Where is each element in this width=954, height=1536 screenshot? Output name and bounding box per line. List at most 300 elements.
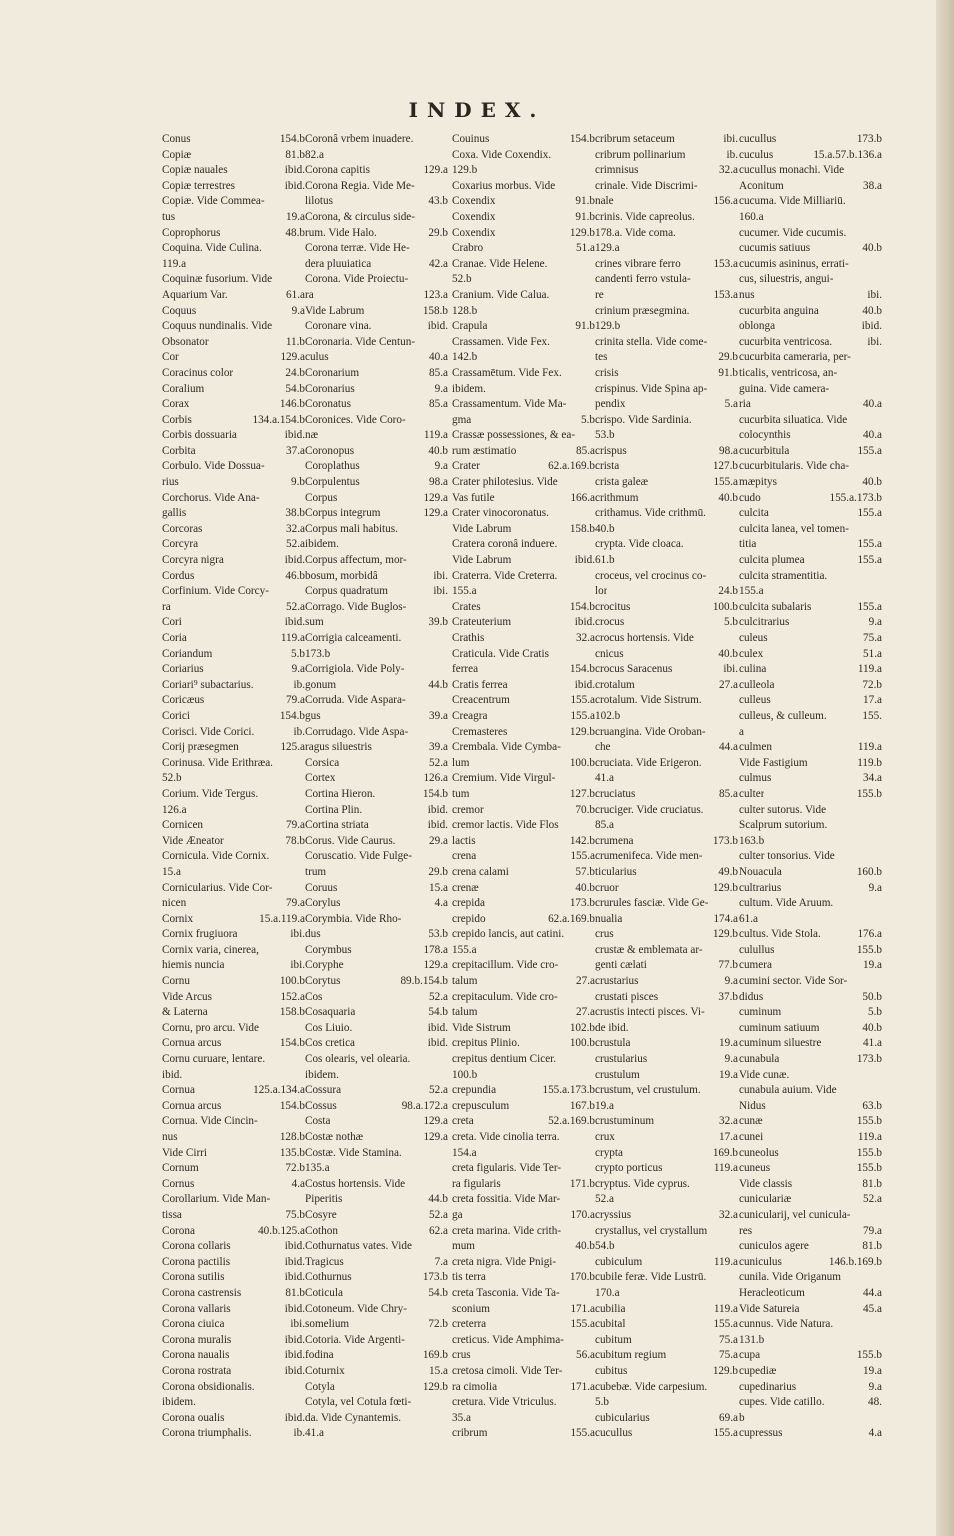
index-entry [162, 1177, 305, 1193]
index-term: Cornua. Vide Cincin- [162, 1115, 258, 1128]
index-reference [879, 163, 882, 179]
index-entry [452, 491, 595, 507]
index-reference [879, 912, 882, 928]
index-entry [739, 506, 882, 522]
index-reference [445, 553, 448, 569]
index-reference: ibi. [290, 959, 305, 972]
index-term: Cornum [162, 1162, 199, 1175]
index-reference [735, 1083, 738, 1099]
index-entry [162, 288, 305, 304]
index-entry [452, 459, 595, 475]
index-entry [162, 803, 305, 819]
index-reference [735, 1270, 738, 1286]
index-term: Cornix frugiuora [162, 928, 238, 941]
index-entry [452, 912, 595, 928]
index-term: crustarius [595, 975, 639, 988]
index-reference: 129.b [712, 1364, 738, 1377]
index-entry [305, 241, 448, 257]
index-entry [595, 226, 738, 242]
index-entry [739, 1005, 882, 1021]
index-term: cubiculum [595, 1255, 643, 1268]
index-reference: 98.a [429, 476, 448, 489]
index-term: Heracleoticum [739, 1286, 805, 1299]
index-term: Corpus quadratum [305, 585, 388, 598]
index-term: Coxendix [452, 226, 496, 239]
index-reference: 160.b [856, 865, 882, 878]
index-term: crustuminum [595, 1115, 655, 1128]
index-term: Corona collaris [162, 1240, 231, 1253]
index-entry [162, 1364, 305, 1380]
index-term: ibidem. [452, 382, 486, 395]
index-reference: 98.a.172.a [401, 1099, 448, 1112]
index-term: cruor [595, 881, 619, 894]
index-entry [739, 428, 882, 444]
index-entry [739, 834, 882, 850]
index-term: Cornua arcus [162, 1099, 222, 1112]
index-reference: ibi. [290, 928, 305, 941]
index-term: Cornu curuare, lentare. [162, 1053, 266, 1066]
index-term: crithmum [595, 491, 639, 504]
index-column-5 [739, 132, 882, 1442]
index-term: Coroplathus [305, 460, 360, 473]
index-entry [162, 1036, 305, 1052]
index-term: Cothurnus [305, 1271, 352, 1284]
index-reference: 54.b [285, 382, 305, 395]
index-entry [739, 241, 882, 257]
index-reference: 154.b [422, 787, 448, 800]
index-entry [305, 537, 448, 553]
index-term: 173.b [305, 647, 331, 660]
index-term: crines vibrare ferro [595, 257, 681, 270]
index-column-3 [452, 132, 595, 1442]
index-entry [452, 1005, 595, 1021]
index-term: Vide Cirri [162, 1146, 208, 1159]
index-term: nale [595, 195, 614, 208]
index-entry [305, 896, 448, 912]
index-entry [162, 974, 305, 990]
index-reference: 77.b [718, 959, 738, 972]
index-reference: 129.a [423, 491, 448, 504]
index-reference [879, 818, 882, 834]
index-entry [162, 647, 305, 663]
index-term: Corij præsegmen [162, 741, 239, 754]
index-reference: 48. [868, 1396, 882, 1409]
index-entry [739, 943, 882, 959]
index-entry [162, 1333, 305, 1349]
index-entry [452, 990, 595, 1006]
index-term: crepitus dentium Cicer. [452, 1053, 557, 1066]
index-term: Corona rostrata [162, 1364, 232, 1377]
index-entry [595, 1239, 738, 1255]
index-reference: 62.a.169.b [548, 460, 595, 473]
index-term: Corici [162, 709, 190, 722]
index-entry [595, 319, 738, 335]
index-term: Corium. Vide Tergus. [162, 787, 259, 800]
index-term: ra figularis [452, 1177, 501, 1190]
index-term: bosum, morbidâ [305, 569, 378, 582]
index-reference: ibid. [284, 1349, 305, 1362]
index-reference: 135.b [279, 1146, 305, 1159]
index-entry [452, 1083, 595, 1099]
index-term: che [595, 741, 611, 754]
index-entry [739, 397, 882, 413]
index-entry [452, 148, 595, 164]
index-entry [595, 958, 738, 974]
index-column-1 [162, 132, 305, 1442]
index-entry [162, 1161, 305, 1177]
index-reference [445, 1052, 448, 1068]
index-entry [162, 1068, 305, 1084]
index-term: Cornua arcus [162, 1037, 222, 1050]
index-term: cuminum [739, 1006, 782, 1019]
index-term: Corymbus [305, 943, 352, 956]
index-reference: 156.a [713, 195, 738, 208]
index-reference [445, 148, 448, 164]
index-reference: 154.b [279, 1037, 305, 1050]
index-entry [452, 1255, 595, 1271]
index-term: cuniculus [739, 1255, 782, 1268]
index-term: ra [162, 600, 171, 613]
index-entry [162, 1083, 305, 1099]
index-entry [452, 272, 595, 288]
index-entry [595, 148, 738, 164]
index-term: crocus hortensis. Vide [595, 632, 694, 644]
index-entry [739, 974, 882, 990]
index-entry [452, 475, 595, 491]
index-entry [595, 210, 738, 226]
index-entry [162, 584, 305, 600]
index-term: creterra [452, 1318, 487, 1331]
index-term: Corbita [162, 444, 196, 457]
index-term: sum [305, 616, 324, 629]
index-reference: 40.b [718, 491, 738, 504]
index-entry [305, 1130, 448, 1146]
index-reference [879, 226, 882, 242]
index-term: tissa [162, 1208, 182, 1221]
index-term: cribrum pollinarium [595, 148, 686, 161]
index-entry [162, 319, 305, 335]
index-term: tum [452, 787, 470, 800]
index-reference [735, 1239, 738, 1255]
index-term: guina. Vide camera- [739, 382, 830, 395]
index-term: tis terra [452, 1271, 486, 1284]
index-term: colocynthis [739, 429, 791, 442]
index-term: ra [305, 288, 314, 301]
index-term: culmus [739, 772, 772, 785]
index-reference: 146.b [279, 398, 305, 411]
index-term: cucurbitularis. Vide cha- [739, 460, 850, 473]
index-entry [739, 1239, 882, 1255]
index-entry [162, 428, 305, 444]
index-reference [445, 662, 448, 678]
index-entry [162, 1426, 305, 1442]
index-entry [305, 756, 448, 772]
index-entry [452, 896, 595, 912]
index-entry [452, 382, 595, 398]
index-reference: ibid. [284, 1411, 305, 1424]
index-entry [162, 912, 305, 928]
index-reference [735, 319, 738, 335]
index-reference: 63.b [862, 1099, 882, 1112]
index-reference: 127.b [569, 787, 595, 800]
index-term: Corona ciuica [162, 1318, 225, 1331]
index-term: 170.a [595, 1286, 620, 1299]
index-entry [739, 615, 882, 631]
index-term: Coronatus [305, 398, 351, 411]
index-term: cubile feræ. Vide Lustrū. [595, 1271, 707, 1284]
index-term: Vide Arcus [162, 990, 212, 1003]
index-entry [739, 1099, 882, 1115]
index-term: crispus [595, 444, 627, 457]
index-reference [735, 226, 738, 242]
index-term: fodina [305, 1349, 334, 1362]
index-entry [595, 678, 738, 694]
index-term: 100.b [452, 1068, 478, 1081]
index-term: Vide Labrum [452, 522, 512, 535]
index-reference: 29.a [429, 834, 448, 847]
index-term: Cornicularius. Vide Cor- [162, 881, 273, 894]
index-reference: 81.b [862, 1177, 882, 1190]
index-entry [162, 226, 305, 242]
index-term: Cotyla, vel Cotula fœti- [305, 1396, 412, 1409]
index-reference [445, 849, 448, 865]
index-entry [739, 1286, 882, 1302]
index-entry [739, 1333, 882, 1349]
index-entry [739, 1036, 882, 1052]
index-term: Copiæ. Vide Commea- [162, 195, 265, 208]
index-entry [305, 226, 448, 242]
index-term: Vide Satureia [739, 1302, 800, 1315]
index-term: Vas futile [452, 491, 495, 504]
index-entry [595, 1192, 738, 1208]
index-term: 126.a [162, 803, 187, 816]
index-reference: 129.a [423, 959, 448, 972]
index-reference: ibid. [284, 179, 305, 192]
index-term: Aquarium Var. [162, 288, 228, 301]
index-entry [739, 771, 882, 787]
index-entry [162, 335, 305, 351]
index-entry [739, 1364, 882, 1380]
index-term: cucurbitula [739, 444, 790, 457]
index-term: 129.a [595, 242, 620, 255]
index-entry [305, 1005, 448, 1021]
index-entry [162, 1005, 305, 1021]
index-reference: 15.a [429, 1364, 448, 1377]
index-term: crithamus. Vide crithmū. [595, 507, 706, 520]
index-term: Coprophorus [162, 226, 221, 239]
index-entry [452, 226, 595, 242]
index-entry [305, 1380, 448, 1396]
index-reference: 32.a [286, 522, 305, 535]
index-entry [452, 522, 595, 538]
index-entry [595, 1380, 738, 1396]
index-term: cunæ [739, 1115, 763, 1128]
index-reference: 129.b [712, 928, 738, 941]
index-term: somelium [305, 1318, 350, 1331]
index-entry [739, 257, 882, 273]
index-reference [735, 1286, 738, 1302]
index-reference: 27.a [576, 975, 595, 988]
index-entry [162, 1286, 305, 1302]
index-entry [305, 990, 448, 1006]
index-entry [739, 896, 882, 912]
index-term: cucullus monachi. Vide [739, 164, 845, 177]
index-term: culeus [739, 632, 768, 644]
index-entry [595, 366, 738, 382]
index-reference: 154.b [279, 133, 305, 145]
index-term: crypta [595, 1146, 623, 1159]
index-entry [305, 522, 448, 538]
index-term: lum [452, 756, 470, 769]
index-reference: 169.b [422, 1349, 448, 1362]
index-term: Crater [452, 460, 480, 473]
index-term: Crathis [452, 632, 485, 644]
index-reference [735, 631, 738, 647]
index-reference: 91.b [575, 210, 595, 223]
index-reference: 129.a [423, 1115, 448, 1128]
index-entry [162, 615, 305, 631]
index-term: Crater philotesius. Vide [452, 476, 558, 489]
index-reference: 38.b [285, 507, 305, 520]
index-term: cumera [739, 959, 772, 972]
index-term: crumena [595, 834, 634, 847]
index-reference: 40.b [862, 304, 882, 317]
index-term: crustulum [595, 1068, 640, 1081]
index-entry [739, 1255, 882, 1271]
index-entry [162, 662, 305, 678]
index-reference [735, 428, 738, 444]
index-reference: 38.a [863, 179, 882, 192]
index-reference [735, 179, 738, 195]
index-entry [162, 1270, 305, 1286]
index-reference: 81.b [285, 1286, 305, 1299]
index-term: cupediæ [739, 1364, 777, 1377]
index-entry [595, 537, 738, 553]
index-reference: 15.a.119.a [259, 912, 305, 925]
index-term: 41.a [595, 772, 614, 785]
index-entry [305, 927, 448, 943]
index-term: Corona naualis [162, 1349, 230, 1362]
index-term: Corona, & circulus side- [305, 210, 415, 223]
index-term: creta figularis. Vide Ter- [452, 1162, 562, 1175]
index-reference: 154.b [569, 663, 595, 676]
index-term: tes [595, 351, 608, 364]
index-reference: ibi. [433, 569, 448, 582]
index-reference: 155.b [856, 1162, 882, 1175]
index-reference: 19.a [719, 1037, 738, 1050]
index-reference [735, 1005, 738, 1021]
index-reference: 155.a [857, 600, 882, 613]
index-entry [162, 631, 305, 647]
index-reference: 62.a.169.b [548, 912, 595, 925]
index-term: cryptus. Vide cyprus. [595, 1177, 690, 1190]
index-entry [595, 631, 738, 647]
index-term: tus [162, 210, 176, 223]
index-term: da. Vide Cynantemis. [305, 1411, 402, 1424]
index-entry [595, 1426, 738, 1442]
index-reference: ibid. [284, 1302, 305, 1315]
index-entry [595, 288, 738, 304]
index-term: ibid. [162, 1068, 183, 1081]
index-entry [452, 1021, 595, 1037]
index-entry [305, 631, 448, 647]
index-entry [595, 943, 738, 959]
index-entry [452, 1052, 595, 1068]
index-reference: 119.a [280, 632, 305, 644]
index-term: Corona pactilis [162, 1255, 231, 1268]
index-reference [445, 1068, 448, 1084]
index-term: crinale. Vide Discrimi- [595, 179, 698, 192]
index-term: Cremium. Vide Virgul- [452, 772, 556, 785]
index-reference: 155.a.173.b [542, 1084, 595, 1097]
index-reference: 32.a [719, 164, 738, 177]
index-term: Corona castrensis [162, 1286, 242, 1299]
index-entry [162, 537, 305, 553]
index-reference [735, 771, 738, 787]
index-term: crinita stella. Vide come- [595, 335, 708, 348]
index-term: Cratera coronâ induere. [452, 538, 558, 551]
index-entry [305, 459, 448, 475]
index-entry [739, 569, 882, 585]
index-entry [305, 1426, 448, 1442]
index-term: 128.b [452, 304, 478, 317]
index-term: cuneus [739, 1162, 771, 1175]
index-term: Obsonator [162, 335, 209, 348]
index-term: hiemis nuncia [162, 959, 225, 972]
index-entry [452, 865, 595, 881]
index-entry [305, 288, 448, 304]
index-term: 131.b [739, 1333, 765, 1346]
index-term: crux [595, 1131, 615, 1143]
index-term: ra cimolia [452, 1380, 498, 1393]
index-entry [162, 678, 305, 694]
index-entry [739, 179, 882, 195]
index-entry [452, 194, 595, 210]
index-entry [739, 647, 882, 663]
index-term: Coturnix [305, 1364, 345, 1377]
index-term: cunila. Vide Origanum [739, 1271, 841, 1284]
index-term: 61.a [739, 912, 758, 925]
index-reference: 52.a [863, 1193, 882, 1206]
index-reference [445, 241, 448, 257]
index-reference: 4.a [868, 1427, 882, 1440]
index-entry [162, 350, 305, 366]
index-reference [735, 522, 738, 538]
index-entry [305, 1208, 448, 1224]
index-entry [452, 1224, 595, 1240]
index-entry [739, 678, 882, 694]
index-reference [735, 413, 738, 429]
index-entry [452, 631, 595, 647]
index-reference: ibid. [427, 1037, 448, 1050]
index-entry [162, 600, 305, 616]
index-reference [735, 849, 738, 865]
index-term: Corona obsidionalis. [162, 1380, 255, 1393]
index-entry [739, 693, 882, 709]
index-reference [445, 1333, 448, 1349]
index-term: Coronarius [305, 382, 355, 395]
index-entry [595, 194, 738, 210]
index-entry [162, 881, 305, 897]
index-entry [162, 257, 305, 273]
index-entry [595, 1083, 738, 1099]
index-entry [452, 678, 595, 694]
index-term: Conus [162, 133, 191, 145]
index-reference: 155.a [857, 444, 882, 457]
index-entry [739, 865, 882, 881]
index-entry [595, 1255, 738, 1271]
index-entry [739, 335, 882, 351]
